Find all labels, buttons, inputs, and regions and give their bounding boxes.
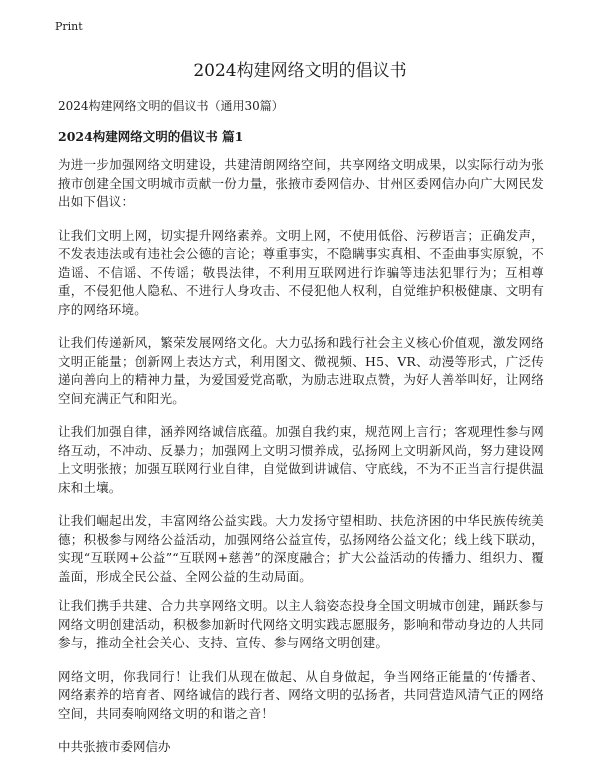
print-link[interactable]: Print	[55, 20, 83, 33]
paragraph-intro: 为进一步加强网络文明建设，共建清朗网络空间，共享网络文明成果，以实际行动为张掖市创建全国文明城市贡献一份力量，张掖市委网信办、甘州区委网信办向广大网民发出如下倡议：	[58, 157, 544, 209]
paragraph-civil-internet: 让我们文明上网，切实提升网络素养。文明上网，不使用低俗、污秽语言；正确发声，不发表违法或有违社会公德的言论；尊重事实，不隐瞒事实真相、不歪曲事实原貌，不造谣、不信谣、不传谣；敬畏法律，不利用互联网进行诈骗等违法犯罪行为；互相尊重，不侵犯他人隐私、不进行人身攻击、不侵犯他人权利，自觉维护积极健康、文明有序的网络环境。	[58, 227, 544, 317]
section-heading: 2024构建网络文明的倡议书 篇1	[58, 129, 244, 144]
paragraph-self-discipline: 让我们加强自律，涵养网络诚信底蕴。加强自我约束，规范网上言行；客观理性参与网络互动，不冲动、反暴力；加强网上文明习惯养成，弘扬网上文明新风尚，努力建设网上文明张掖；加强互联网行业自律，自觉做到讲诚信、守底线，不为不正当言行提供温床和土壤。	[58, 424, 544, 495]
paragraph-new-culture: 让我们传递新风，繁荣发展网络文化。大力弘扬和践行社会主义核心价值观，激发网络文明正能量；创新网上表达方式，利用图文、微视频、H5、VR、动漫等形式，广泛传递向善向上的精神力量，为爱国爱党高歌，为励志进取点赞，为好人善举叫好，让网络空间充满正气和阳光。	[58, 335, 544, 406]
document-subtitle: 2024构建网络文明的倡议书（通用30篇）	[58, 99, 284, 113]
signature: 中共张掖市委网信办	[58, 739, 171, 754]
paragraph-co-build: 让我们携手共建、合力共享网络文明。以主人翁姿态投身全国文明城市创建，踊跃参与网络文明创建活动，积极参加新时代网络文明实践志愿服务，影响和带动身边的人共同参与，推动全社会关心、支持、宣传、参与网络文明创建。	[58, 598, 544, 650]
paragraph-closing: 网络文明，你我同行！让我们从现在做起、从自身做起，争当网络正能量的‘传播者、网络素养的培育者、网络诚信的践行者、网络文明的弘扬者，共同营造风清气正的网络空间，共同奏响网络文明的和谐之音！	[58, 668, 544, 721]
document-body	[58, 156, 544, 757]
page-title: 2024构建网络文明的倡议书	[193, 61, 407, 81]
paragraph-public-welfare: 让我们崛起出发，丰富网络公益实践。大力发扬守望相助、扶危济困的中华民族传统美德；积极参与网络公益活动，加强网络公益宣传，弘扬网络公益文化；线上线下联动，实现“互联网+公益”“互联网+慈善”的深度融合；扩大公益活动的传播力、组织力、覆盖面，形成全民公益、全网公益的生动局面。	[58, 513, 544, 584]
